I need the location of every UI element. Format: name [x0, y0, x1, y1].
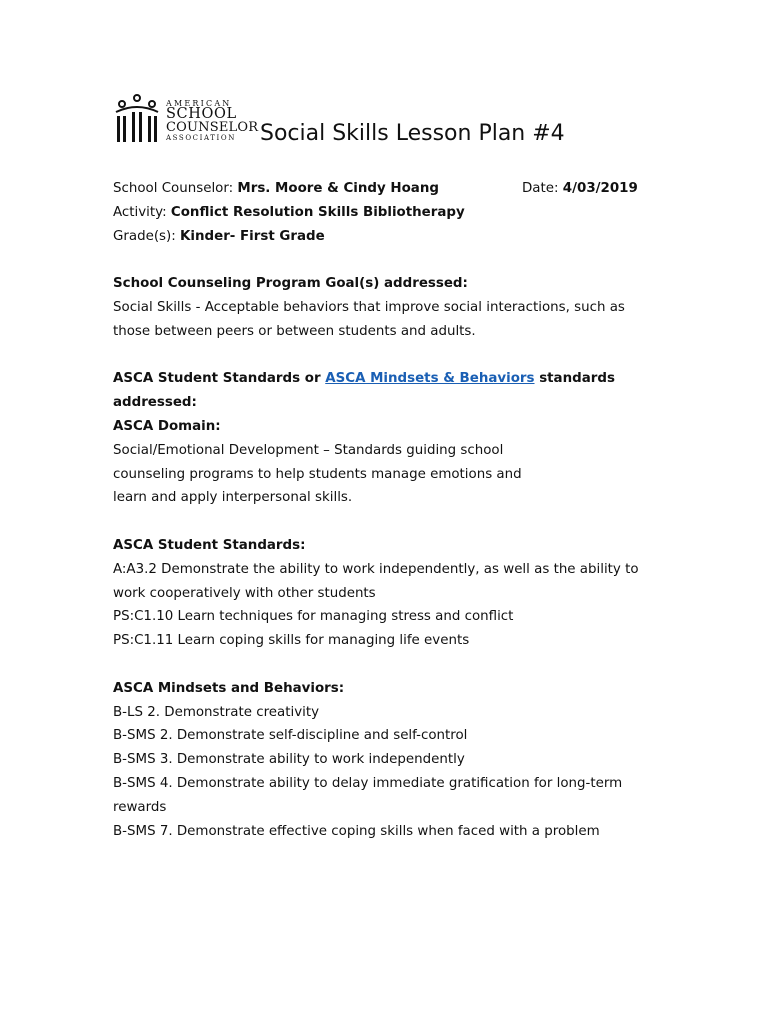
asca-logo-text — [166, 100, 258, 142]
standards-intro-line2: addressed: — [113, 395, 197, 411]
logo-line-association: ASSOCIATION — [166, 134, 236, 142]
mindset-line: B-SMS 3. Demonstrate ability to work independently — [113, 752, 465, 768]
domain-line: learn and apply interpersonal skills. — [113, 490, 353, 506]
counselor-row — [113, 177, 653, 201]
mindset-line: B-SMS 4. Demonstrate ability to delay immediate gratification for long-term — [113, 775, 623, 791]
student-standard-line: A:A3.2 Demonstrate the ability to work independently, as well as the ability to — [113, 561, 639, 577]
asca-logo-icon — [112, 92, 162, 148]
page-title: Social Skills Lesson Plan #4 — [260, 121, 565, 146]
logo-line-school: SCHOOL — [166, 106, 237, 122]
grades-label: Grade(s): — [113, 228, 176, 244]
date-field — [522, 177, 638, 201]
mindset-line: rewards — [113, 799, 167, 815]
asca-logo — [112, 92, 259, 148]
program-goal-line: those between peers or between students and adults. — [113, 323, 476, 339]
mindset-line: B-SMS 2. Demonstrate self-discipline and self-control — [113, 728, 468, 744]
standards-intro-prefix: ASCA Student Standards or — [113, 371, 321, 387]
activity-row — [113, 201, 653, 225]
program-goal-line: Social Skills - Acceptable behaviors that improve social interactions, such as — [113, 299, 625, 315]
logo-line-counselor: COUNSELOR — [166, 120, 259, 135]
domain-heading: ASCA Domain: — [113, 418, 221, 434]
student-standards-heading: ASCA Student Standards: — [113, 537, 306, 553]
date-value: 4/03/2019 — [562, 181, 638, 196]
standards-intro-suffix: standards — [539, 371, 615, 387]
spacer — [113, 510, 653, 534]
logo-line-american: AMERICAN — [166, 99, 232, 108]
domain-line: Social/Emotional Development – Standards guiding school — [113, 442, 504, 458]
mindsets-heading: ASCA Mindsets and Behaviors: — [113, 680, 345, 696]
student-standard-line: PS:C1.11 Learn coping skills for managing life events — [113, 633, 470, 649]
spacer — [113, 653, 653, 677]
asca-mindsets-link[interactable]: ASCA Mindsets & Behaviors — [325, 371, 535, 387]
counselor-value: Mrs. Moore & Cindy Hoang — [237, 181, 439, 196]
counselor-label: School Counselor: — [113, 181, 234, 196]
program-goal-heading: School Counseling Program Goal(s) addressed: — [113, 276, 468, 292]
document-header — [112, 92, 672, 152]
grades-row — [113, 225, 653, 249]
student-standard-line: work cooperatively with other students — [113, 585, 376, 601]
student-standard-line: PS:C1.10 Learn techniques for managing stress and conflict — [113, 609, 514, 625]
mindset-line: B-SMS 7. Demonstrate effective coping skills when faced with a problem — [113, 823, 600, 839]
mindset-line: B-LS 2. Demonstrate creativity — [113, 704, 320, 720]
activity-label: Activity: — [113, 204, 167, 220]
domain-line: counseling programs to help students manage emotions and — [113, 466, 522, 482]
date-label: Date: — [522, 181, 559, 196]
spacer — [113, 344, 653, 368]
activity-value: Conflict Resolution Skills Bibliotherapy — [170, 204, 465, 220]
spacer — [113, 248, 653, 272]
grades-value: Kinder- First Grade — [180, 228, 325, 244]
document-body — [113, 177, 653, 843]
standards-intro-heading — [113, 367, 653, 391]
